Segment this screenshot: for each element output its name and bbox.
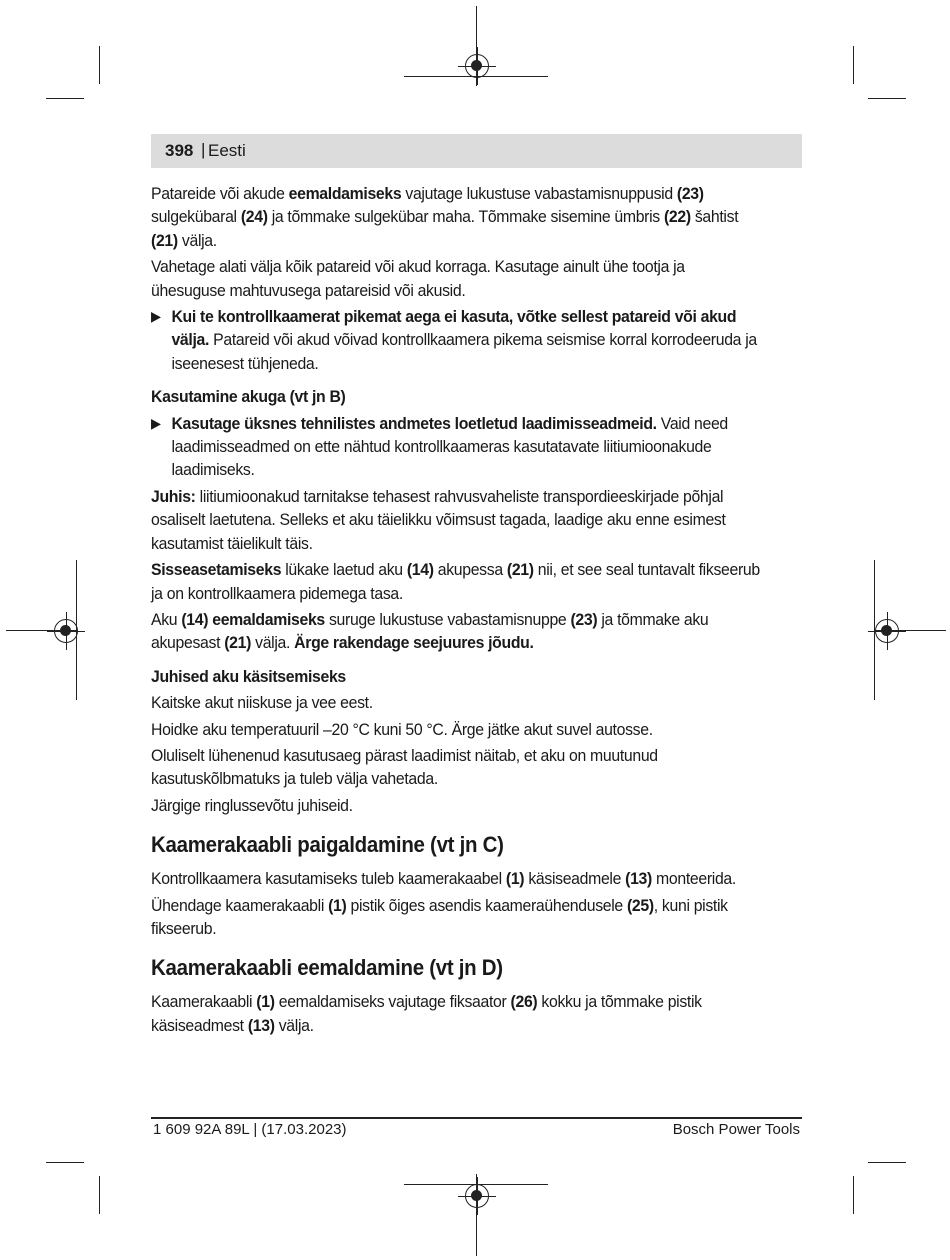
warning-bullet-chargers: ▶ Kasutage üksnes tehnilistes andmetes loetletud laadimisseadmeid. Vaid need laadimisseadmed on ette nähtud kontrollkaameras kasutatavate liitiumioonakude laadimiseks. — [151, 413, 728, 480]
warning-bullet-storage: ▶ Kui te kontrollkaamerat pikemat aega ei kasuta, võtke sellest patareid või akud välja. Patareid või akud võivad kontrollkaamera pikema seismise korral korrodeeruda ja iseenesest tühjeneda. — [151, 307, 757, 373]
crop-mark — [868, 1162, 906, 1163]
footer-divider — [151, 1117, 802, 1119]
header-language: Eesti — [208, 141, 246, 160]
footer-brand: Bosch Power Tools — [672, 1121, 800, 1138]
section-heading-cable-install: Kaamerakaabli paigaldamine (vt jn C) — [151, 832, 504, 858]
subheading-battery-handling: Juhised aku käsitsemiseks — [151, 666, 346, 686]
header-separator: | — [201, 140, 206, 159]
paragraph-cable-install-1: Kontrollkaamera kasutamiseks tuleb kaamerakaabel (1) käsiseadmele (13) monteerida. — [151, 869, 736, 889]
paragraph-remove-battery: Aku (14) eemaldamiseks suruge lukustuse vabastamisnuppe (23) ja tõmmake aku akupesast (21) välja. Ärge rakendage seejuures jõudu. — [151, 609, 709, 653]
registration-mark-icon — [465, 1184, 489, 1208]
section-heading-cable-remove: Kaamerakaabli eemaldamine (vt jn D) — [151, 955, 503, 981]
paragraph-cable-install-2: Ühendage kaamerakaabli (1) pistik õiges asendis kaameraühendusele (25), kuni pistik fikseerub. — [151, 895, 728, 938]
paragraph-cable-remove: Kaamerakaabli (1) eemaldamiseks vajutage fiksaator (26) kokku ja tõmmake pistik käsiseadmest (13) välja. — [151, 992, 702, 1035]
paragraph-insert-battery: Sisseasetamiseks lükake laetud aku (14) akupessa (21) nii, et see seal tuntavalt fikseerub ja on kontrollkaamera pidemega tasa. — [151, 560, 760, 603]
crop-mark — [99, 1176, 100, 1214]
paragraph-runtime: Oluliselt lühenenud kasutusaeg pärast laadimist näitab, et aku on muutunud kasutuskõlbmatuks ja tuleb välja vahetada. — [151, 745, 658, 789]
page-content — [151, 182, 760, 1040]
paragraph-remove-batteries: Patareide või akude eemaldamiseks vajutage lukustuse vabastamisnuppusid (23) sulgekübaral (24) ja tõmmake sulgekübar maha. Tõmmake sisemine ümbris (22) šahtist (21) välja. — [151, 184, 739, 250]
crop-mark — [868, 98, 906, 99]
bullet-arrow-icon: ▶ — [151, 414, 161, 431]
page-number: 398 — [165, 141, 194, 160]
footer-doc-id: 1 609 92A 89L | (17.03.2023) — [153, 1121, 347, 1138]
paragraph-replace-batteries: Vahetage alati välja kõik patareid või akud korraga. Kasutage ainult ühe tootja ja ühesuguse mahtuvusega patareisid või akusid. — [151, 257, 685, 300]
subheading-battery-use: Kasutamine akuga (vt jn B) — [151, 387, 346, 407]
crop-mark — [46, 98, 84, 99]
registration-mark-icon — [54, 619, 78, 643]
paragraph-recycling: Järgige ringlussevõtu juhiseid. — [151, 795, 353, 815]
crop-mark — [853, 46, 854, 84]
paragraph-temperature: Hoidke aku temperatuuril –20 °C kuni 50 °C. Ärge jätke akut suvel autosse. — [151, 719, 653, 739]
registration-mark-icon — [875, 619, 899, 643]
crop-mark — [99, 46, 100, 84]
paragraph-moisture: Kaitske akut niiskuse ja vee eest. — [151, 693, 373, 713]
crop-mark — [46, 1162, 84, 1163]
crop-mark — [853, 1176, 854, 1214]
bullet-arrow-icon: ▶ — [151, 308, 161, 325]
page-header — [151, 134, 802, 168]
paragraph-note: Juhis: liitiumioonakud tarnitakse tehasest rahvusvaheliste transpordieeskirjade põhjal osaliselt laetutena. Selleks et aku täielikku võimsust tagada, laadige aku enne esimest kasutamist täielikult täis. — [151, 486, 726, 553]
registration-mark-icon — [465, 54, 489, 78]
